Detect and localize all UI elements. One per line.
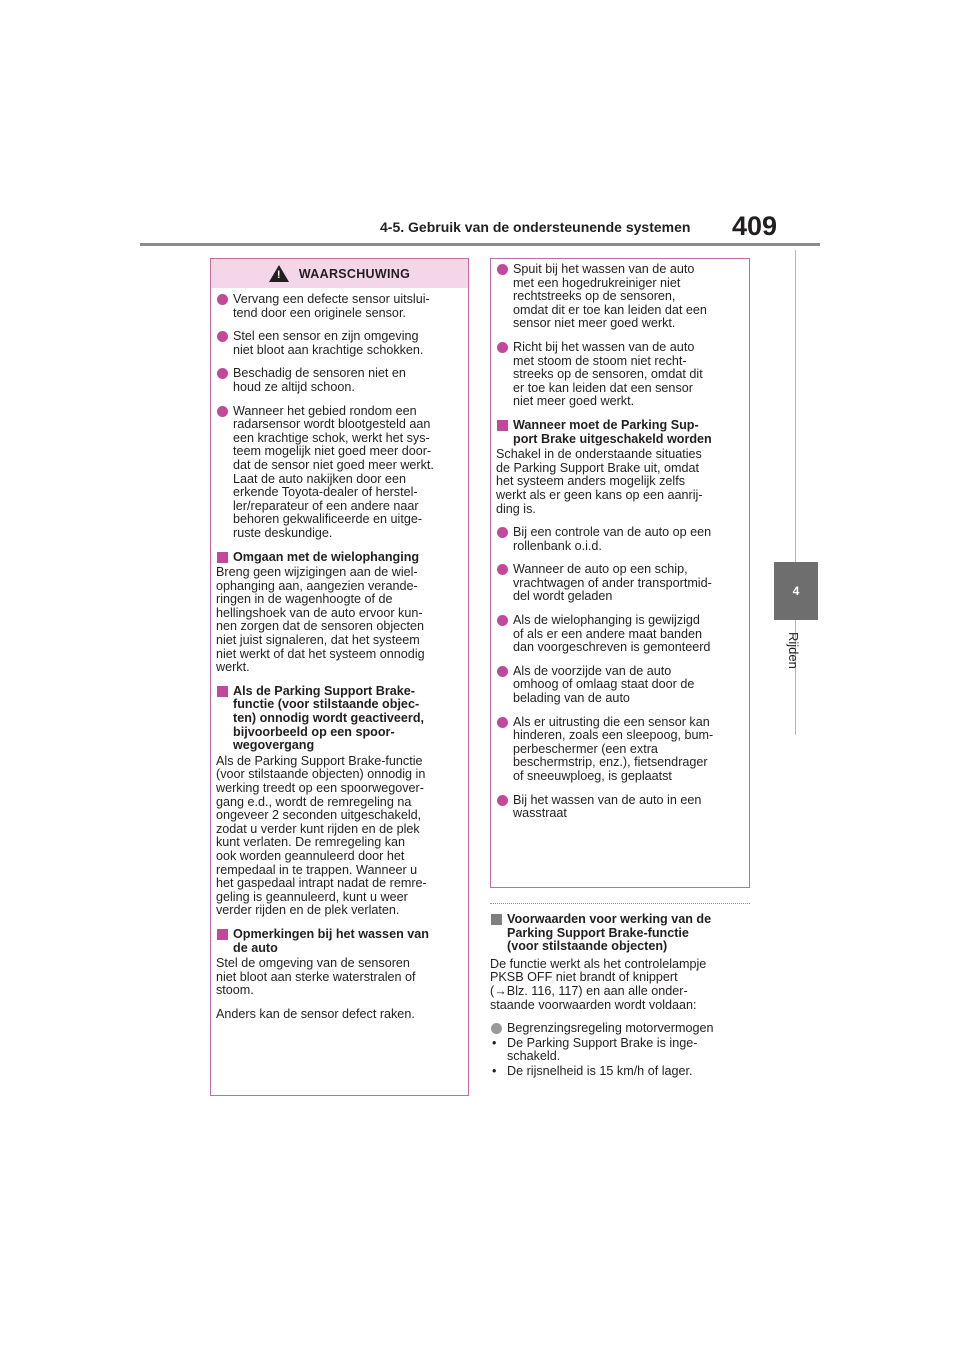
chapter-label: Rijden <box>786 632 801 669</box>
paragraph: Breng geen wijzigingen aan de wiel- ophanging aan, aangezien verande- ringen in de wagenhoogte of de hellingshoek van de auto ervoor kun- nen zorgen dat de sensoren objecten niet juist signaleren, dat het systeem niet werkt of dat het systeem onnodig werkt. <box>216 565 425 675</box>
list-item: Richt bij het wassen van de auto met stoom de stoom niet recht- streeks op de sensoren, omdat dit er toe kan leiden dat een sensor niet meer goed werkt. <box>496 341 744 409</box>
list-item: Wanneer de auto op een schip, vrachtwagen of ander transportmid- del wordt geladen <box>496 563 744 604</box>
bullet-dot-icon <box>497 527 508 538</box>
dotted-separator <box>490 903 750 904</box>
list-item: Beschadig de sensoren niet en houd ze altijd schoon. <box>216 367 463 394</box>
paragraph: Stel de omgeving van de sensoren niet bloot aan sterke waterstralen of stoom. <box>216 956 416 998</box>
list-item: Begrenzingsregeling motorvermogen <box>490 1022 752 1036</box>
bullet-dot-icon <box>497 264 508 275</box>
list-item: Als de wielophanging is gewijzigd of als er een andere maat banden dan voorgeschreven is gemonteerd <box>496 614 744 655</box>
warning-title: WAARSCHUWING <box>298 266 411 281</box>
square-bullet-icon <box>217 929 228 940</box>
warning-header <box>211 259 468 288</box>
chapter-tab <box>774 562 818 620</box>
section-title: 4-5. Gebruik van de ondersteunende systemen <box>380 219 691 235</box>
conditions-section <box>490 913 752 1080</box>
bullet-dot-icon <box>497 795 508 806</box>
side-rule-top <box>795 250 796 562</box>
list-item: Vervang een defecte sensor uitslui- tend door een originele sensor. <box>216 293 463 320</box>
paragraph: De functie werkt als het controlelampje PKSB OFF niet brandt of knippert (→Blz. 116, 117) en aan alle onder- staande voorwaarden wordt voldaan: <box>490 956 707 1012</box>
section-heading: Omgaan met de wielophanging <box>216 551 463 565</box>
bullet-dot-icon <box>217 406 228 417</box>
paragraph: Schakel in de onderstaande situaties de Parking Support Brake uit, omdat het systeem anders mogelijk zelfs werkt als er geen kans op een aanrij- ding is. <box>496 447 703 516</box>
chapter-number: 4 <box>792 584 800 598</box>
bullet-dot-icon <box>217 294 228 305</box>
section-heading: Als de Parking Support Brake- functie (voor stilstaande objec- ten) onnodig wordt geactiveerd, bijvoorbeeld op een spoor- wegovergang <box>216 685 463 753</box>
bullet-dot-icon <box>497 564 508 575</box>
sub-list-item: • De Parking Support Brake is inge- schakeld. <box>492 1035 698 1064</box>
square-bullet-icon <box>217 552 228 563</box>
sub-list-item: • De rijsnelheid is 15 km/h of lager. <box>492 1063 693 1078</box>
list-item: Bij een controle van de auto op een rollenbank o.i.d. <box>496 526 744 553</box>
paragraph: Als de Parking Support Brake-functie (voor stilstaande objecten) onnodig in werking treedt op een spoorwegover- gang e.d., wordt de remregeling na ongeveer 2 seconden uitgeschakeld, zodat u verder kunt rijden en de plek kunt verlaten. De remregeling kan ook worden geannuleerd door het rempedaal in te trappen. Wanneer u het gaspedaal intrapt nadat de remre- geling is geannuleerd, kunt u weer verder rijden en de plek verlaten. <box>216 753 427 918</box>
section-heading: Wanneer moet de Parking Sup- port Brake uitgeschakeld worden <box>496 419 744 446</box>
list-item: Als de voorzijde van de auto omhoog of omlaag staat door de belading van de auto <box>496 665 744 706</box>
section-heading: Opmerkingen bij het wassen van de auto <box>216 928 463 955</box>
warning-box-right <box>490 258 750 888</box>
list-item: Als er uitrusting die een sensor kan hinderen, zoals een sleepoog, bum- perbeschermer (een extra beschermstrip, enz.), fietsendrager of sneeuwploeg, is geplaatst <box>496 716 744 784</box>
list-item: Bij het wassen van de auto in een wasstraat <box>496 794 744 821</box>
square-bullet-icon <box>497 420 508 431</box>
list-item: Stel een sensor en zijn omgeving niet bloot aan krachtige schokken. <box>216 330 463 357</box>
bullet-dot-icon <box>497 717 508 728</box>
bullet-dot-icon <box>497 666 508 677</box>
warning-triangle-icon: ! <box>269 265 289 282</box>
bullet-dot-icon <box>217 368 228 379</box>
square-bullet-icon <box>217 686 228 697</box>
section-heading: Voorwaarden voor werking van de Parking Support Brake-functie (voor stilstaande objecten) <box>490 913 752 954</box>
list-item: Wanneer het gebied rondom een radarsensor wordt blootgesteld aan een krachtige schok, werkt het sys- teem mogelijk niet goed meer door- dat de sensor niet goed meer werkt. Laat de auto nakijken door een erkende Toyota-dealer of herstel- ler/reparateur of een andere naar behoren gekwalificeerde en uitge- ruste deskundige. <box>216 405 463 541</box>
header-rule <box>140 243 820 246</box>
square-bullet-icon <box>491 914 502 925</box>
page-number: 409 <box>732 211 778 241</box>
warning-box-left <box>210 258 469 1096</box>
bullet-dot-icon <box>491 1023 502 1034</box>
bullet-dot-icon <box>497 615 508 626</box>
list-item: Spuit bij het wassen van de auto met een hogedrukreiniger niet rechtstreeks op de sensoren, omdat dit er toe kan leiden dat een sensor niet meer goed werkt. <box>496 263 744 331</box>
paragraph: Anders kan de sensor defect raken. <box>216 1006 415 1021</box>
bullet-dot-icon <box>497 342 508 353</box>
bullet-dot-icon <box>217 331 228 342</box>
